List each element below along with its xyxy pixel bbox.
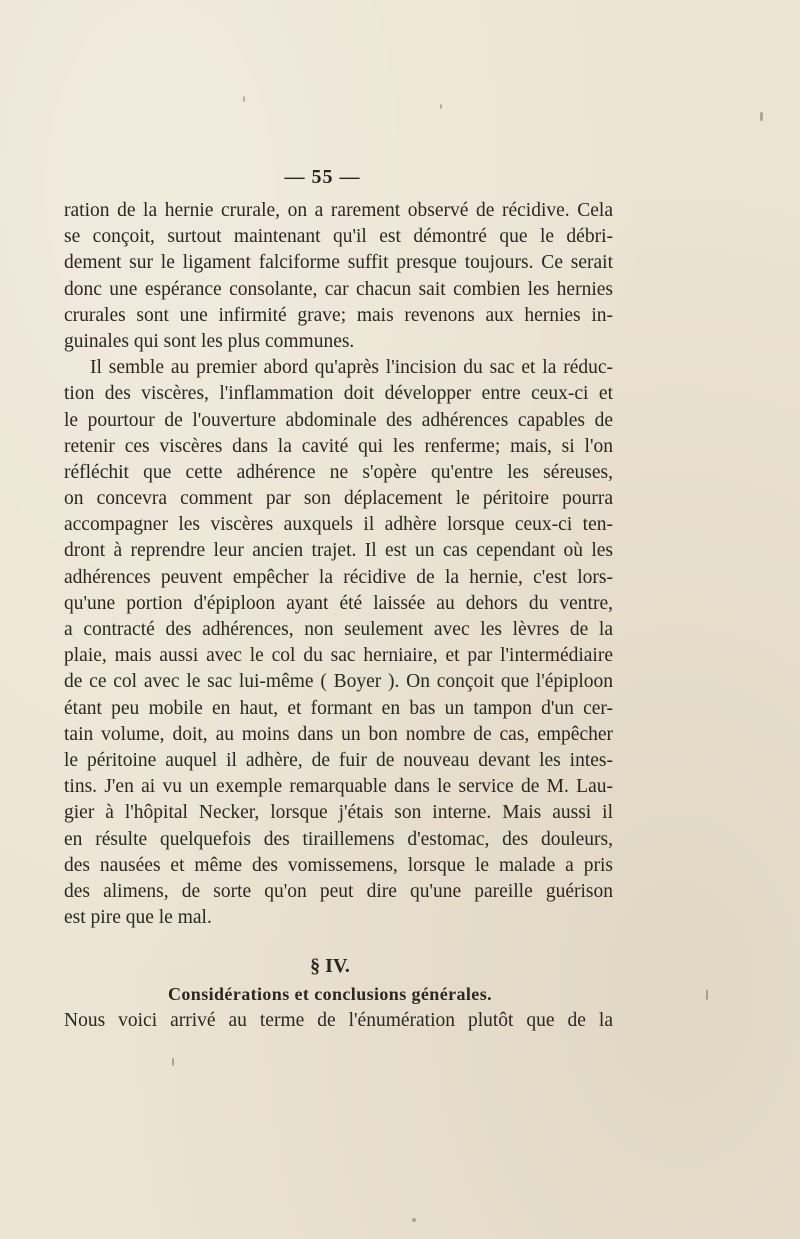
text-line: dement sur le ligament falciforme suffit presque toujours. Ce serait (64, 252, 613, 274)
text-line: crurales sont une infirmité grave; mais revenons aux hernies in- (64, 304, 613, 326)
text-line: on concevra comment par son déplacement le péritoire pourra (64, 488, 613, 510)
text-line: réfléchit que cette adhérence ne s'opère qu'entre les séreuses, (64, 461, 613, 483)
text-line: le pourtour de l'ouverture abdominale des adhérences capables de (64, 409, 613, 431)
text-line: guinales qui sont les plus communes. (64, 330, 355, 352)
text-line: des alimens, de sorte qu'on peut dire qu'une pareille guérison (64, 880, 613, 902)
body-text (64, 198, 613, 931)
text-line: accompagner les viscères auxquels il adhère lorsque ceux-ci ten- (64, 514, 613, 536)
section-title: Considérations et conclusions générales. (168, 984, 492, 1004)
text-line: Nous voici arrivé au terme de l'énumération plutôt que de la (64, 1010, 613, 1031)
text-line: a contracté des adhérences, non seulement avec les lèvres de la (64, 619, 613, 640)
paper-speck (706, 990, 708, 1000)
text-line: dront à reprendre leur ancien trajet. Il est un cas cependant où les (64, 540, 613, 562)
text-line: le péritoine auquel il adhère, de fuir de nouveau devant les intes- (64, 749, 613, 771)
text-line: se conçoit, surtout maintenant qu'il est démontré que le débri- (64, 226, 613, 248)
page-number: — 55 — (284, 166, 361, 188)
text-line: en résulte quelquefois des tiraillemens d'estomac, des douleurs, (64, 828, 613, 850)
paper-speck (412, 1218, 416, 1222)
text-line: gier à l'hôpital Necker, lorsque j'étais son interne. Mais aussi il (64, 802, 613, 824)
text-line: retenir ces viscères dans la cavité qui les renferme; mais, si l'on (64, 435, 613, 457)
text-line: plaie, mais aussi avec le col du sac herniaire, et par l'intermédiaire (64, 645, 613, 667)
text-line: ration de la hernie crurale, on a rarement observé de récidive. Cela (64, 200, 613, 221)
text-line: est pire que le mal. (64, 907, 212, 929)
text-line: étant peu mobile en haut, et formant en bas un tampon d'un cer- (64, 697, 613, 719)
text-line: de ce col avec le sac lui-même ( Boyer ). On conçoit que l'épiploon (64, 671, 613, 693)
text-line: des nausées et même des vomissemens, lorsque le malade a pris (64, 854, 613, 876)
paper-speck (440, 104, 442, 109)
text-line: tion des viscères, l'inflammation doit développer entre ceux-ci et (64, 383, 613, 405)
text-line: adhérences peuvent empêcher la récidive de la hernie, c'est lors- (64, 566, 613, 588)
text-line: donc une espérance consolante, car chacun sait combien les hernies (64, 278, 613, 300)
paper-speck (243, 96, 245, 102)
text-line: tins. J'en ai vu un exemple remarquable dans le service de M. Lau- (64, 776, 613, 798)
paragraph-2 (64, 355, 613, 931)
section-number: § IV. (310, 955, 350, 977)
paragraph-1 (64, 198, 613, 355)
paper-speck (172, 1058, 174, 1066)
text-line: Il semble au premier abord qu'après l'incision du sac et la réduc- (90, 357, 613, 379)
text-line: qu'une portion d'épiploon ayant été laissée au dehors du ventre, (64, 592, 613, 614)
text-line: tain volume, doit, au moins dans un bon nombre de cas, empêcher (64, 723, 613, 745)
paper-speck (760, 112, 763, 121)
